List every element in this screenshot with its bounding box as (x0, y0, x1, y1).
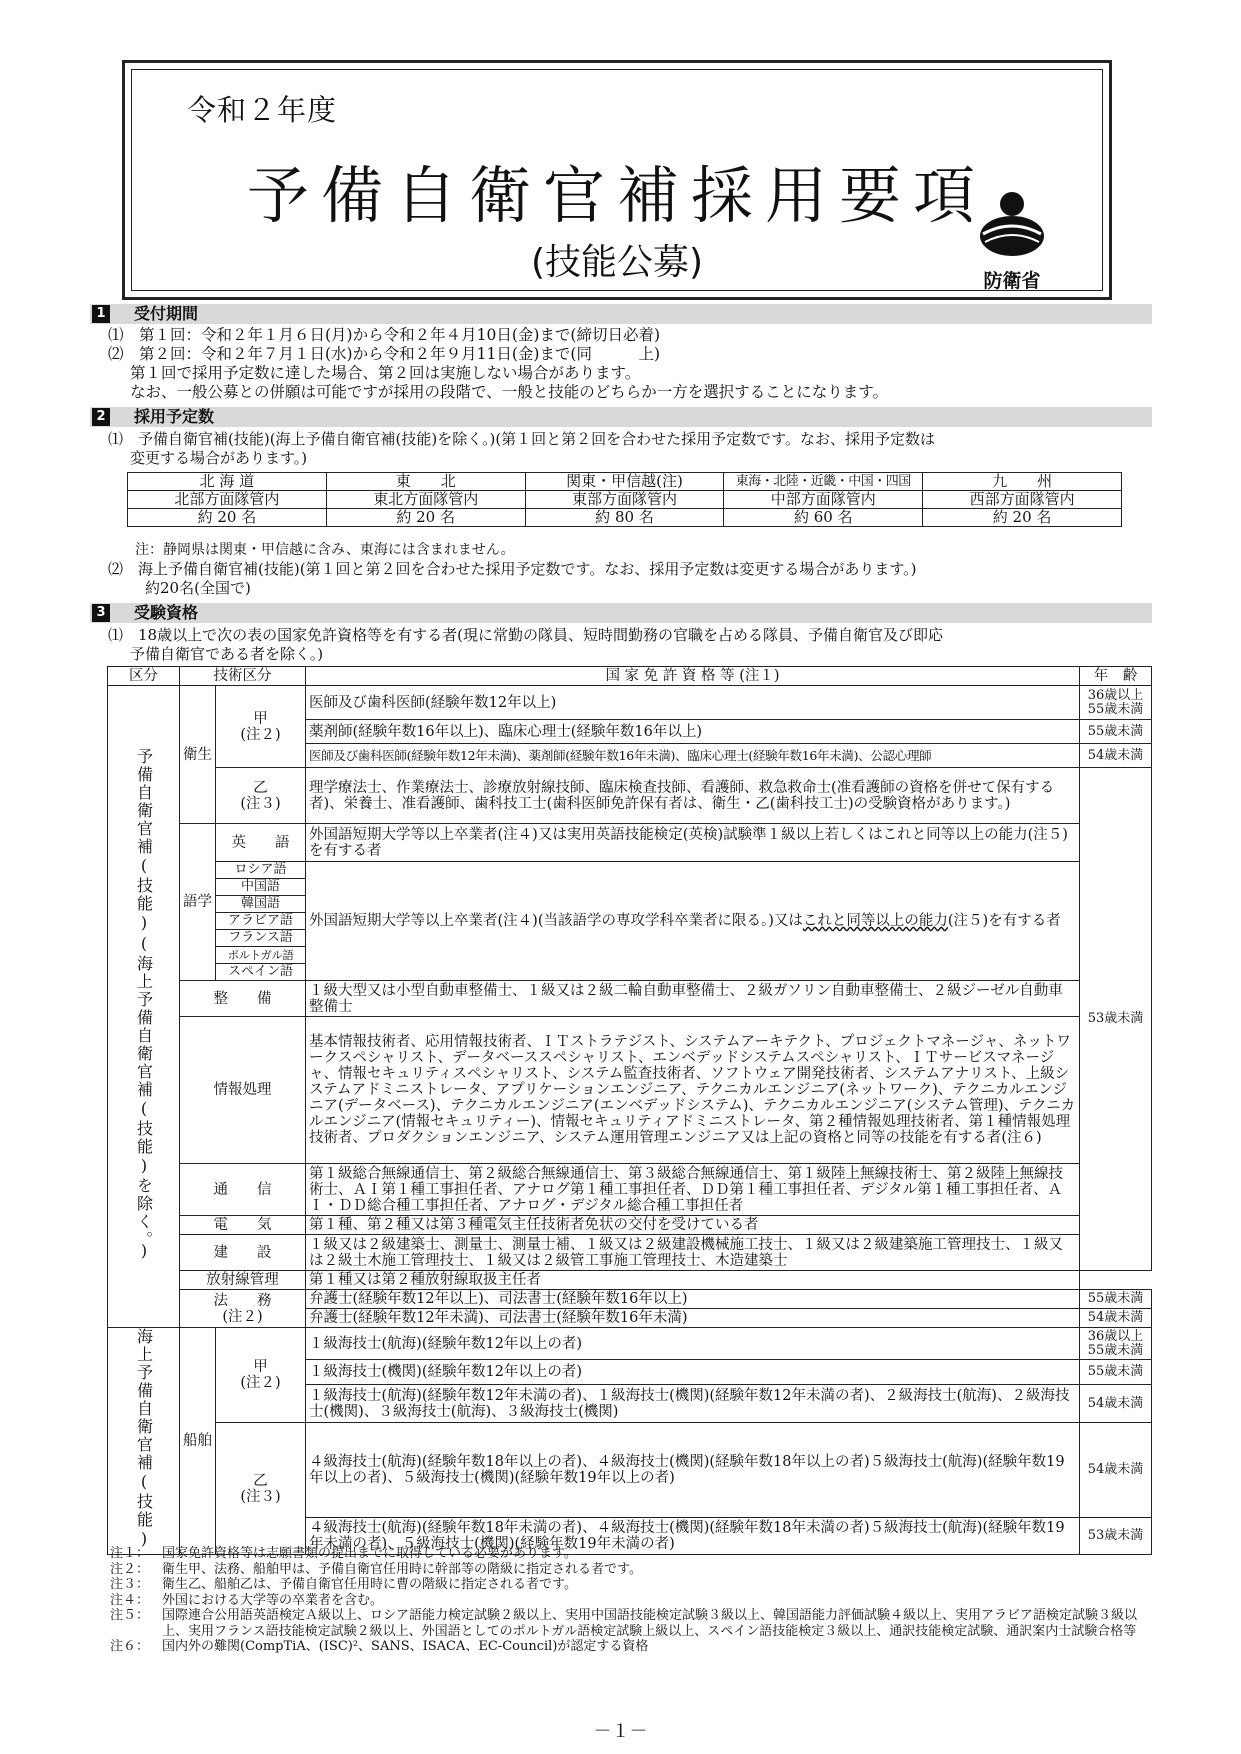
age-cell: 54歳未満 (1080, 1385, 1152, 1423)
region-cell: 北 海 道 (128, 473, 327, 491)
eligibility-item-1: ⑴ 18歳以上で次の表の国家免許資格等を有する者(現に常勤の隊員、短時間勤務の官職を占める隊員、予備自衛官及び即応 (108, 626, 943, 644)
section-title: 受験資格 (134, 603, 199, 622)
eisei-otsu-label: 乙 (注３) (216, 768, 306, 824)
count-cell: 約 20 名 (923, 509, 1122, 527)
table-row (108, 981, 1152, 1017)
section-number: 3 (92, 604, 110, 622)
table-row (108, 1216, 1152, 1235)
table-row (108, 1271, 1152, 1290)
eligibility-table (107, 666, 1152, 1555)
senpaku-label: 船舶 (180, 1328, 216, 1555)
age-cell: 54歳未満 (1080, 744, 1152, 768)
age-cell: 36歳以上55歳未満 (1080, 686, 1152, 720)
kensetsu-label: 建 設 (180, 1235, 306, 1271)
lang-chinese: 中国語 (216, 879, 306, 896)
region-cell: 九 州 (923, 473, 1122, 491)
quota-table-note: 注：静岡県は関東・甲信越に含み、東海には含まれません。 (135, 542, 515, 558)
quota-table (127, 472, 1122, 527)
denki-label: 電 気 (180, 1216, 306, 1235)
eigo-label: 英 語 (216, 824, 306, 862)
tsushin-label: 通 信 (180, 1164, 306, 1216)
quota-item-2: ⑵ 海上予備自衛官補(技能)(第１回と第２回を合わせた採用予定数です。なお、採用予定数は変更する場合があります。) (108, 560, 917, 578)
fiscal-year: 令和２年度 (187, 93, 338, 127)
title-box (122, 60, 1112, 300)
header-license: 国 家 免 許 資 格 等 (注１) (306, 667, 1080, 686)
license-cell: 第１種、第２種又は第３種電気主任技術者免状の交付を受けている者 (306, 1216, 1080, 1235)
quota-item-2b: 約20名(全国で) (145, 579, 251, 597)
hoshasen-label: 放射線管理 (180, 1271, 306, 1290)
license-cell: 医師及び歯科医師(経験年数12年以上) (306, 686, 1080, 720)
footnote: 注１： 国家免許資格等は志願書類の提出までに取得している必要があります。 (110, 1546, 577, 1561)
eligibility-item-1b: 予備自衛官である者を除く。) (130, 645, 324, 663)
table-row (128, 491, 1122, 509)
table-row (108, 1164, 1152, 1216)
footnote: 注３： 衛生乙、船舶乙は、予備自衛官任用時に曹の階級に指定される者です。 (110, 1577, 577, 1592)
period-2: ⑵ 第２回：令和２年７月１日(水)から令和２年９月11日(金)まで(同 上) (108, 345, 661, 363)
unit-cell: 西部方面隊管内 (923, 491, 1122, 509)
table-row (108, 768, 1152, 824)
count-cell: 約 60 名 (724, 509, 923, 527)
footnote: 注５： 国際連合公用語英語検定Ａ級以上、ロシア語能力検定試験２級以上、実用中国語技能検定試験３級以上、韓国語能力評価試験４級以上、実用アラビア語検定試験３級以上、実用フランス語技能検定試験２級以上、外国語としてのポルトガル語検定試験上級以上、スペイン語技能検定３級以上、通訳技能検定試験、通訳案内士試験合格等 (110, 1608, 1138, 1639)
section-2-header (90, 407, 1152, 427)
license-cell: 基本情報技術者、応用情報技術者、ＩＴストラテジスト、システムアーキテクト、プロジェクトマネージャ、ネットワークスペシャリスト、データベーススペシャリスト、エンベデッドシステムスペシャリスト、ＩＴサービスマネージャ、情報セキュリティスペシャリスト、システム監査技術者、ソフトウェア開発技術者、システムアナリスト、上級システムアドミニストレータ、アプリケーションエンジニア、テクニカルエンジニア(ネットワーク)、テクニカルエンジニア(データベース)、テクニカルエンジニア(エンベデッドシステム)、テクニカルエンジニア(システム管理)、テクニカルエンジニア(情報セキュリティー)、情報セキュリティアドミニストレータ、第２種情報処理技術者、第１種情報処理技術者、プロダクションエンジニア、システム運用管理エンジニア又は上記の資格と同等の技能を有する者(注６) (306, 1017, 1080, 1164)
period-note-1: 第１回で採用予定数に達した場合、第２回は実施しない場合があります。 (130, 364, 641, 382)
logo-text: 防衛省 (983, 270, 1041, 292)
seibi-label: 整 備 (180, 981, 306, 1017)
unit-cell: 北部方面隊管内 (128, 491, 327, 509)
license-cell: １級大型又は小型自動車整備士、１級又は２級二輪自動車整備士、２級ガソリン自動車整備士、２級ジーゼル自動車整備士 (306, 981, 1080, 1017)
title-box-inner (131, 69, 1103, 291)
unit-cell: 東部方面隊管内 (525, 491, 724, 509)
license-cell: １級海技士(航海)(経験年数12年以上の者) (306, 1328, 1080, 1360)
header-kubun: 区分 (108, 667, 180, 686)
license-cell: １級海技士(航海)(経験年数12年未満の者)、１級海技士(機関)(経験年数12年未満の者)、２級海技士(航海)、２級海技士(機関)、３級海技士(航海)、３級海技士(機関) (306, 1385, 1080, 1423)
footnotes (110, 1546, 1160, 1655)
senpaku-ko-label: 甲 (注２) (216, 1328, 306, 1423)
gogaku-label: 語学 (180, 824, 216, 981)
license-cell: ４級海技士(航海)(経験年数18年以上の者)、４級海技士(機関)(経験年数18年以上の者)５級海技士(航海)(経験年数19年以上の者)、５級海技士(機関)(経験年数19年以上の者) (306, 1423, 1080, 1518)
section-1-header (90, 304, 1152, 324)
age-cell: 55歳未満 (1080, 1360, 1152, 1385)
license-cell: 外国語短期大学等以上卒業者(注４)(当該語学の専攻学科卒業者に限る。)又はこれと同等以上の能力(注５)を有する者 (306, 862, 1080, 981)
period-1: ⑴ 第１回：令和２年１月６日(月)から令和２年４月10日(金)まで(締切日必着) (108, 326, 661, 344)
footnote: 注６： 国内外の難関(CompTiA、(ISC)²、SANS、ISACA、EC-Council)が認定する資格 (110, 1639, 649, 1654)
license-cell: 理学療法士、作業療法士、診療放射線技師、臨床検査技師、看護師、救急救命士(准看護師の資格を併せて保有する者)、栄養士、准看護師、歯科技工士(歯科医師免許保有者は、衛生・乙(歯科技工士)の受験資格があります。) (306, 768, 1080, 824)
lang-korean: 韓国語 (216, 896, 306, 913)
count-cell: 約 80 名 (525, 509, 724, 527)
age-cell: 55歳未満 (1080, 720, 1152, 744)
header-gijutsu: 技術区分 (180, 667, 306, 686)
age-cell: 55歳未満 (1080, 1290, 1152, 1309)
table-row (108, 1423, 1152, 1518)
senpaku-otsu-label: 乙 (注３) (216, 1423, 306, 1555)
table-row (108, 686, 1152, 720)
lang-portuguese: ポルトガル語 (216, 947, 306, 964)
unit-cell: 東北方面隊管内 (326, 491, 525, 509)
footnote: 注２： 衛生甲、法務、船舶甲は、予備自衛官任用時に幹部等の階級に指定される者です。 (110, 1561, 642, 1577)
quota-item-1b: 変更する場合があります。) (130, 449, 308, 467)
table-header-row (108, 667, 1152, 686)
license-cell: 第１級総合無線通信士、第２級総合無線通信士、第３級総合無線通信士、第１級陸上無線技術士、第２級陸上無線技術士、ＡＩ第１種工事担任者、アナログ第１種工事担任者、ＤＤ第１種工事担任者、デジタル第１種工事担任者、ＡＩ・ＤＤ総合種工事担任者、アナログ・デジタル総合種工事担任者 (306, 1164, 1080, 1216)
page-subtitle: (技能公募) (530, 242, 704, 283)
table-row (108, 862, 1152, 879)
region-cell: 関東・甲信越(注) (525, 473, 724, 491)
license-cell: １級又は２級建築士、測量士、測量士補、１級又は２級建設機械施工技士、１級又は２級建築施工管理技士、１級又は２級土木施工管理技士、１級又は２級管工事施工管理技士、木造建築士 (306, 1235, 1080, 1271)
count-cell: 約 20 名 (128, 509, 327, 527)
eisei-ko-label: 甲 (注２) (216, 686, 306, 768)
license-cell: ４級海技士(航海)(経験年数18年未満の者)、４級海技士(機関)(経験年数18年未満の者)５級海技士(航海)(経験年数19年未満の者)、５級海技士(機関)(経験年数19年未満の者) (306, 1518, 1080, 1555)
joho-label: 情報処理 (180, 1017, 306, 1164)
section-number: 2 (92, 408, 110, 426)
age-cell: 53歳未満 (1080, 1518, 1152, 1555)
period-note-2: なお、一般公募との併願は可能ですが採用の段階で、一般と技能のどちらか一方を選択することになります。 (130, 383, 888, 401)
license-cell: 弁護士(経験年数12年以上)、司法書士(経験年数16年以上) (306, 1290, 1080, 1309)
section-title: 受付期間 (134, 304, 199, 323)
license-cell: 弁護士(経験年数12年未満)、司法書士(経験年数16年未満) (306, 1309, 1080, 1328)
mod-emblem-icon (977, 190, 1047, 260)
table-row (108, 1017, 1152, 1164)
license-cell: 外国語短期大学等以上卒業者(注４)又は実用英語技能検定(英検)試験準１級以上若しくはこれと同等以上の能力(注５)を有する者 (306, 824, 1080, 862)
age-cell-common: 53歳未満 (1080, 768, 1152, 1271)
table-row (108, 1235, 1152, 1271)
table-row (108, 1290, 1152, 1309)
quota-item-1: ⑴ 予備自衛官補(技能)(海上予備自衛官補(技能)を除く。)(第１回と第２回を合わせた採用予定数です。なお、採用予定数は (108, 430, 935, 448)
count-cell: 約 20 名 (326, 509, 525, 527)
section-title: 採用予定数 (134, 407, 215, 426)
table-row (108, 824, 1152, 862)
unit-cell: 中部方面隊管内 (724, 491, 923, 509)
section-3-header (90, 603, 1152, 623)
homu-label: 法 務 (注２) (180, 1290, 306, 1328)
age-cell: 36歳以上55歳未満 (1080, 1328, 1152, 1360)
license-cell: 第１種又は第２種放射線取扱主任者 (306, 1271, 1080, 1290)
footnote: 注４： 外国における大学等の卒業者を含む。 (110, 1592, 384, 1608)
table-row (128, 509, 1122, 527)
license-cell: １級海技士(機関)(経験年数12年以上の者) (306, 1360, 1080, 1385)
table-row (108, 1328, 1152, 1360)
header-age: 年 齢 (1080, 667, 1152, 686)
age-cell: 54歳未満 (1080, 1309, 1152, 1328)
page-number: －１－ (593, 1721, 648, 1742)
lang-french: フランス語 (216, 930, 306, 947)
region-cell: 東海・北陸・近畿・中国・四国 (724, 473, 923, 491)
group-2-label: 海上予備自衛官補(技能) (108, 1328, 180, 1555)
lang-arabic: アラビア語 (216, 913, 306, 930)
license-cell: 医師及び歯科医師(経験年数12年未満)、薬剤師(経験年数16年未満)、臨床心理士(経験年数16年未満)、公認心理師 (306, 744, 1080, 768)
age-cell: 54歳未満 (1080, 1423, 1152, 1518)
license-cell: 薬剤師(経験年数16年以上)、臨床心理士(経験年数16年以上) (306, 720, 1080, 744)
group-1-label: 予備自衛官補(技能)(海上予備自衛官補(技能)を除く。) (108, 686, 180, 1328)
lang-spanish: スペイン語 (216, 964, 306, 981)
eisei-label: 衛生 (180, 686, 216, 824)
section-number: 1 (92, 305, 110, 323)
mod-logo (972, 190, 1052, 290)
region-cell: 東 北 (326, 473, 525, 491)
table-row (128, 473, 1122, 491)
page-title: 予備自衛官補採用要項 (246, 159, 987, 232)
lang-russian: ロシア語 (216, 862, 306, 879)
